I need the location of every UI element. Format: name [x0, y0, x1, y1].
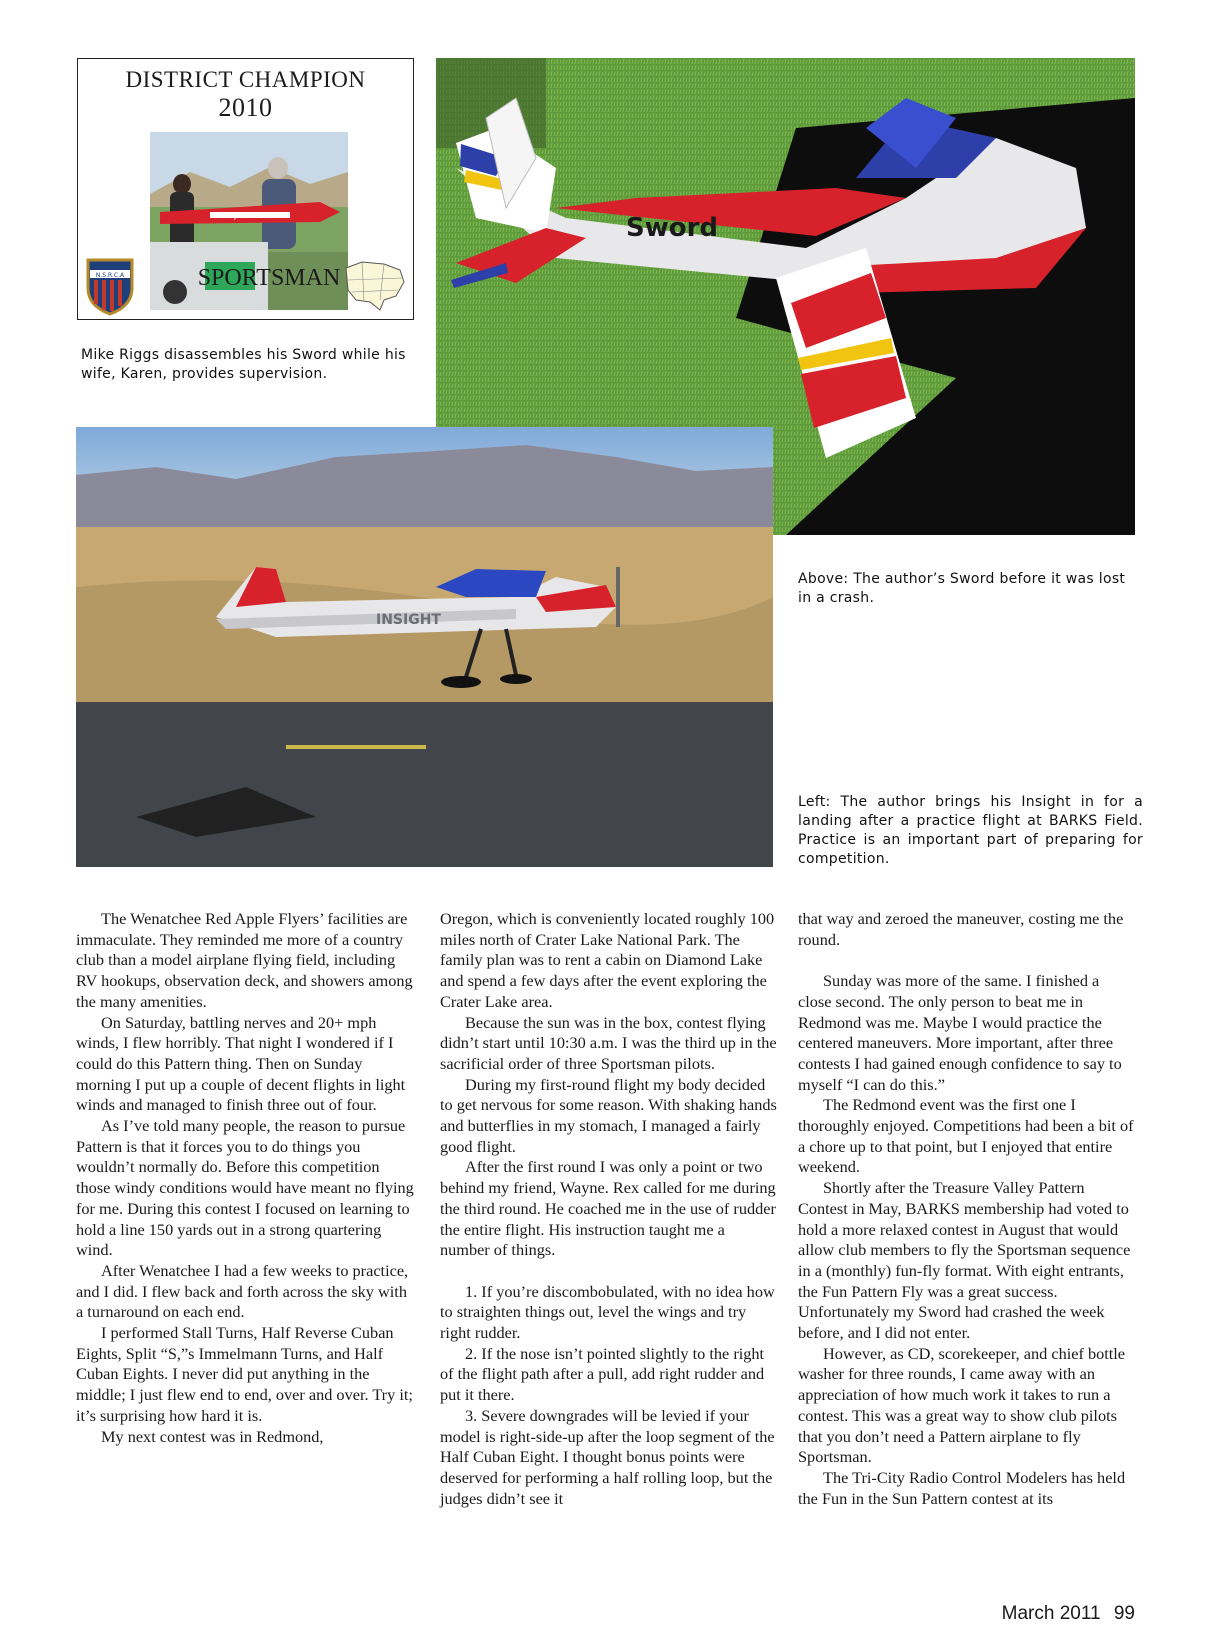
- paragraph: The Tri-City Radio Control Modelers has held the Fun in the Sun Pattern contest at its: [798, 1467, 1126, 1508]
- svg-text:N.S.R.C.A: N.S.R.C.A: [95, 272, 125, 279]
- nsrca-shield-icon: [84, 256, 136, 316]
- paragraph: The Redmond event was the first one I thoroughly enjoyed. Competitions had been a bit of a chore up to that point, but I enjoyed that entire weekend.: [798, 1095, 1134, 1177]
- list-item: 2. If the nose isn’t pointed slightly to the right of the flight path after a pull, add right rudder and put it there.: [440, 1343, 765, 1405]
- article-column-3: [798, 909, 1136, 1509]
- paragraph: As I’ve told many people, the reason to pursue Pattern is that it forces you to do things you wouldn’t normally do. Before this competition those windy conditions would have meant no flying for me. During this contest I focused on learning to hold a line 150 yards out in a strong quartering wind.: [76, 1116, 414, 1260]
- article-column-1: [76, 909, 414, 1447]
- issue-date: March 2011: [1001, 1603, 1101, 1624]
- paragraph: that way and zeroed the maneuver, costing me the round.: [798, 909, 1124, 949]
- us-map-icon: [340, 256, 408, 314]
- badge-year: 2010: [218, 93, 273, 122]
- paragraph: I performed Stall Turns, Half Reverse Cuban Eights, Split “S,”s Immelmann Turns, and Half Cuban Eights. I never did put anything in the middle; I just flew end to end, over and over. Try it; it’s surprising how hard it is.: [76, 1323, 413, 1425]
- paragraph: During my first-round flight my body decided to get nervous for some reason. With shaking hands and butterflies in my stomach, I managed a fairly good flight.: [440, 1074, 777, 1156]
- article-column-2: [440, 909, 778, 1509]
- list-item: 3. Severe downgrades will be levied if your model is right-side-up after the loop segment of the Half Cuban Eight. I thought bonus points were deserved for performing a half rolling loop, but the judges didn’t see it: [440, 1405, 775, 1508]
- page-number: 99: [1113, 1603, 1135, 1624]
- paragraph: Sunday was more of the same. I finished a close second. The only person to beat me in Redmond was me. Maybe I would practice the centered maneuvers. More important, after three contests I had gained enough confidence to say to myself “I can do this.”: [798, 971, 1122, 1094]
- paragraph: After the first round I was only a point or two behind my friend, Wayne. Rex called for me during the third round. He coached me in the use of rudder the entire flight. His instruction taught me a number of things.: [440, 1157, 776, 1260]
- paragraph: Because the sun was in the box, contest flying didn’t start until 10:30 a.m. I was the third up in the sacrificial order of three Sportsman pilots.: [440, 1012, 777, 1073]
- paragraph: However, as CD, scorekeeper, and chief bottle washer for three rounds, I came away with an appreciation of how much work it takes to run a contest. This was a great way to show club pilots that you don’t need a Pattern airplane to fly Sportsman.: [798, 1343, 1126, 1467]
- caption-riggs: Mike Riggs disassembles his Sword while his wife, Karen, provides supervision.: [81, 347, 406, 382]
- list-item: 1. If you’re discombobulated, with no idea how to straighten things out, level the wings and try right rudder.: [440, 1281, 775, 1343]
- caption-insight: Left: The author brings his Insight in for a landing after a practice flight at BARKS Field. Practice is an important part of preparing for competition.: [798, 794, 1143, 867]
- badge-class-label: SPORTSMAN: [197, 265, 341, 291]
- svg-text:Sword: Sword: [626, 213, 719, 243]
- page-footer: [1002, 1603, 1135, 1625]
- paragraph: The Wenatchee Red Apple Flyers’ facilities are immaculate. They reminded me more of a country club than a model airplane flying field, including RV hookups, observation deck, and showers among the many amenities.: [76, 909, 413, 1011]
- svg-text:INSIGHT: INSIGHT: [376, 612, 441, 628]
- paragraph: Oregon, which is conveniently located roughly 100 miles north of Crater Lake National Park. The family plan was to rent a cabin on Diamond Lake and spend a few days after the event exploring the Crater Lake area.: [440, 909, 775, 1011]
- badge-title: DISTRICT CHAMPION: [125, 67, 366, 92]
- paragraph: After Wenatchee I had a few weeks to practice, and I did. I flew back and forth across the sky with a turnaround on each end.: [76, 1260, 409, 1322]
- paragraph: Shortly after the Treasure Valley Pattern Contest in May, BARKS membership had voted to hold a more relaxed contest in August that would allow club members to fly the Sportsman sequence in a (monthly) fun-fly format. With eight entrants, the Fun Pattern Fly was a great success. Unfortunately my Sword had crashed the week before, and I did not enter.: [798, 1178, 1131, 1343]
- svg-text:PJOMS: PJOMS: [230, 212, 253, 220]
- insight-photo: [76, 427, 773, 867]
- paragraph: My next contest was in Redmond,: [101, 1426, 324, 1446]
- caption-sword: Above: The author’s Sword before it was lost in a crash.: [798, 571, 1126, 606]
- paragraph: On Saturday, battling nerves and 20+ mph winds, I flew horribly. That night I wondered if I could do this Pattern thing. Then on Sunday morning I put up a couple of decent flights in light winds and managed to finish three out of four.: [76, 1012, 406, 1115]
- district-champion-badge: [77, 58, 414, 320]
